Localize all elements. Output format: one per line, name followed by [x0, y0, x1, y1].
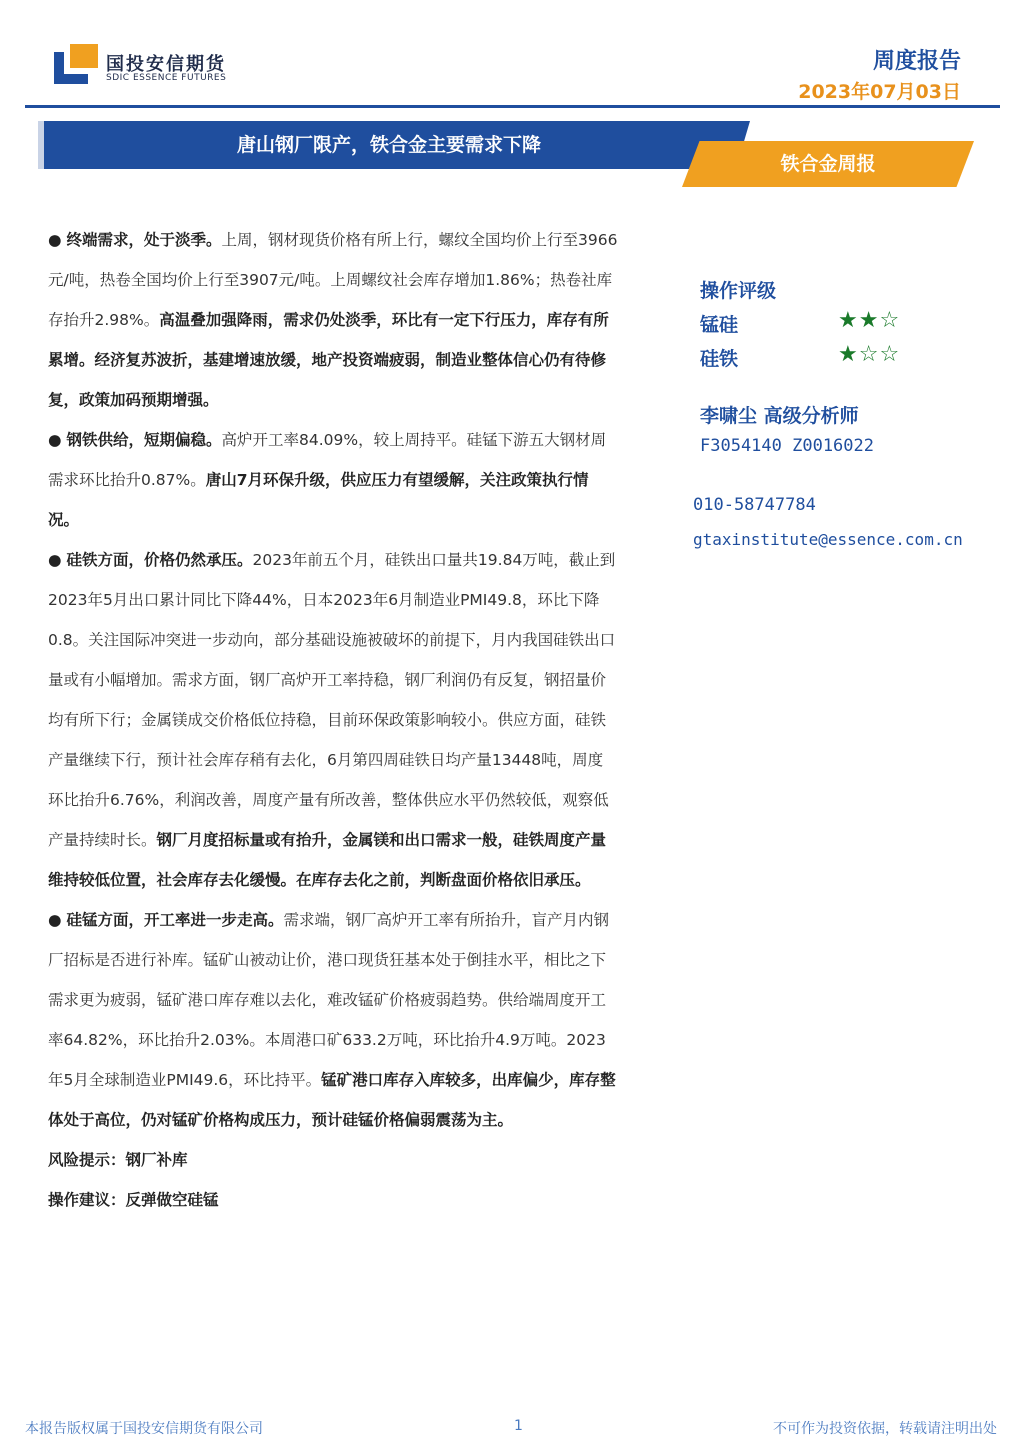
- advice-text: 操作建议：反弹做空硅锰: [48, 1191, 219, 1209]
- logo-name-cn: 国投安信期货: [106, 54, 226, 75]
- page-number: 1: [514, 1418, 523, 1434]
- demand-conclusion: 高温叠加强降雨，需求仍处淡季，环比有一定下行压力，库存有所累增。经济复苏波折，基建增速放缓，地产投资端疲弱，制造业整体信心仍有待修复，政策加码预期增强。: [48, 311, 609, 409]
- rating-stars-mnsi: ★★☆: [838, 308, 901, 333]
- company-logo-icon: [54, 44, 98, 84]
- bullet: ●: [48, 551, 62, 569]
- logo-name-en: SDIC ESSENCE FUTURES: [106, 73, 227, 83]
- ferrosilicon-text: 2023年前五个月，硅铁出口量共19.84万吨，截止到2023年5月出口累计同比下降44%，日本2023年6月制造业PMI49.8，环比下降0.8。关注国际冲突进一步动向，部分基础设施被破坏的前提下，月内我国硅铁出口量或有小幅增加。需求方面，钢厂高炉开工率持稳，钢厂利润仍有反复，钢招量价均有所下行；金属镁成交价格低位持稳，目前环保政策影响较小。供应方面，硅铁产量继续下行，预计社会库存稍有去化，6月第四周硅铁日均产量13448吨，周度环比抬升6.76%，利润改善，周度产量有所改善，整体供应水平仍然较低，观察低产量持续时长。: [48, 551, 616, 849]
- header-divider: [25, 105, 1000, 108]
- footer-disclaimer: 不可作为投资依据，转载请注明出处: [773, 1421, 997, 1437]
- demand-heading: 终端需求，处于淡季。: [66, 231, 222, 249]
- footer-copyright: 本报告版权属于国投安信期货有限公司: [25, 1421, 263, 1437]
- analyst-license: F3054140 Z0016022: [700, 436, 874, 456]
- risk-note: [48, 1140, 618, 1180]
- report-type: 周度报告: [872, 49, 961, 74]
- category-tag-label: 铁合金周报: [780, 153, 876, 175]
- silicomanganese-heading: 硅锰方面，开工率进一步走高。: [66, 911, 284, 929]
- bullet: ●: [48, 431, 62, 449]
- contact-email[interactable]: gtaxinstitute@essence.com.cn: [693, 530, 963, 549]
- report-title: 唐山钢厂限产，铁合金主要需求下降: [236, 134, 541, 156]
- paragraph-supply: [48, 420, 618, 540]
- rating-stars-fesi: ★☆☆: [838, 342, 901, 367]
- supply-heading: 钢铁供给，短期偏稳。: [66, 431, 222, 449]
- bullet: ●: [48, 911, 62, 929]
- risk-text: 风险提示：钢厂补库: [48, 1151, 188, 1169]
- report-date: 2023年07月03日: [798, 81, 961, 103]
- rating-name-mnsi: 锰硅: [700, 314, 739, 336]
- paragraph-demand: [48, 220, 618, 420]
- report-body: [48, 220, 618, 1220]
- rating-title: 操作评级: [700, 280, 777, 302]
- silicomanganese-text: 需求端，钢厂高炉开工率有所抬升，盲产月内钢厂招标是否进行补库。锰矿山被动让价，港口现货狂基本处于倒挂水平，相比之下需求更为疲弱，锰矿港口库存难以去化，难改锰矿价格疲弱趋势。供给端周度开工率64.82%，环比抬升2.03%。本周港口矿633.2万吨，环比抬升4.9万吨。2023年5月全球制造业PMI49.6，环比持平。: [48, 911, 609, 1089]
- paragraph-ferrosilicon: [48, 540, 618, 900]
- paragraph-silicomanganese: [48, 900, 618, 1140]
- operation-advice: [48, 1180, 618, 1220]
- rating-name-fesi: 硅铁: [700, 348, 739, 370]
- ferrosilicon-heading: 硅铁方面，价格仍然承压。: [66, 551, 253, 569]
- bullet: ●: [48, 231, 62, 249]
- demand-text: 上周，钢材现货价格有所上行，螺纹全国均价上行至3966元/吨，热卷全国均价上行至3907元/吨。上周螺纹社会库存增加1.86%；热卷社库存抬升2.98%。: [48, 231, 618, 329]
- analyst-name: 李啸尘 高级分析师: [700, 405, 859, 427]
- ferrosilicon-conclusion: 钢厂月度招标量或有抬升，金属镁和出口需求一般，硅铁周度产量维持较低位置，社会库存去化缓慢。在库存去化之前，判断盘面价格依旧承压。: [48, 831, 607, 889]
- supply-text: 高炉开工率84.09%，较上周持平。硅锰下游五大钢材周需求环比抬升0.87%。: [48, 431, 607, 489]
- silicomanganese-conclusion: 锰矿港口库存入库较多，出库偏少，库存整体处于高位，仍对锰矿价格构成压力，预计硅锰价格偏弱震荡为主。: [48, 1071, 616, 1129]
- contact-phone: 010-58747784: [693, 495, 816, 515]
- supply-conclusion: 唐山7月环保升级，供应压力有望缓解，关注政策执行情况。: [48, 471, 589, 529]
